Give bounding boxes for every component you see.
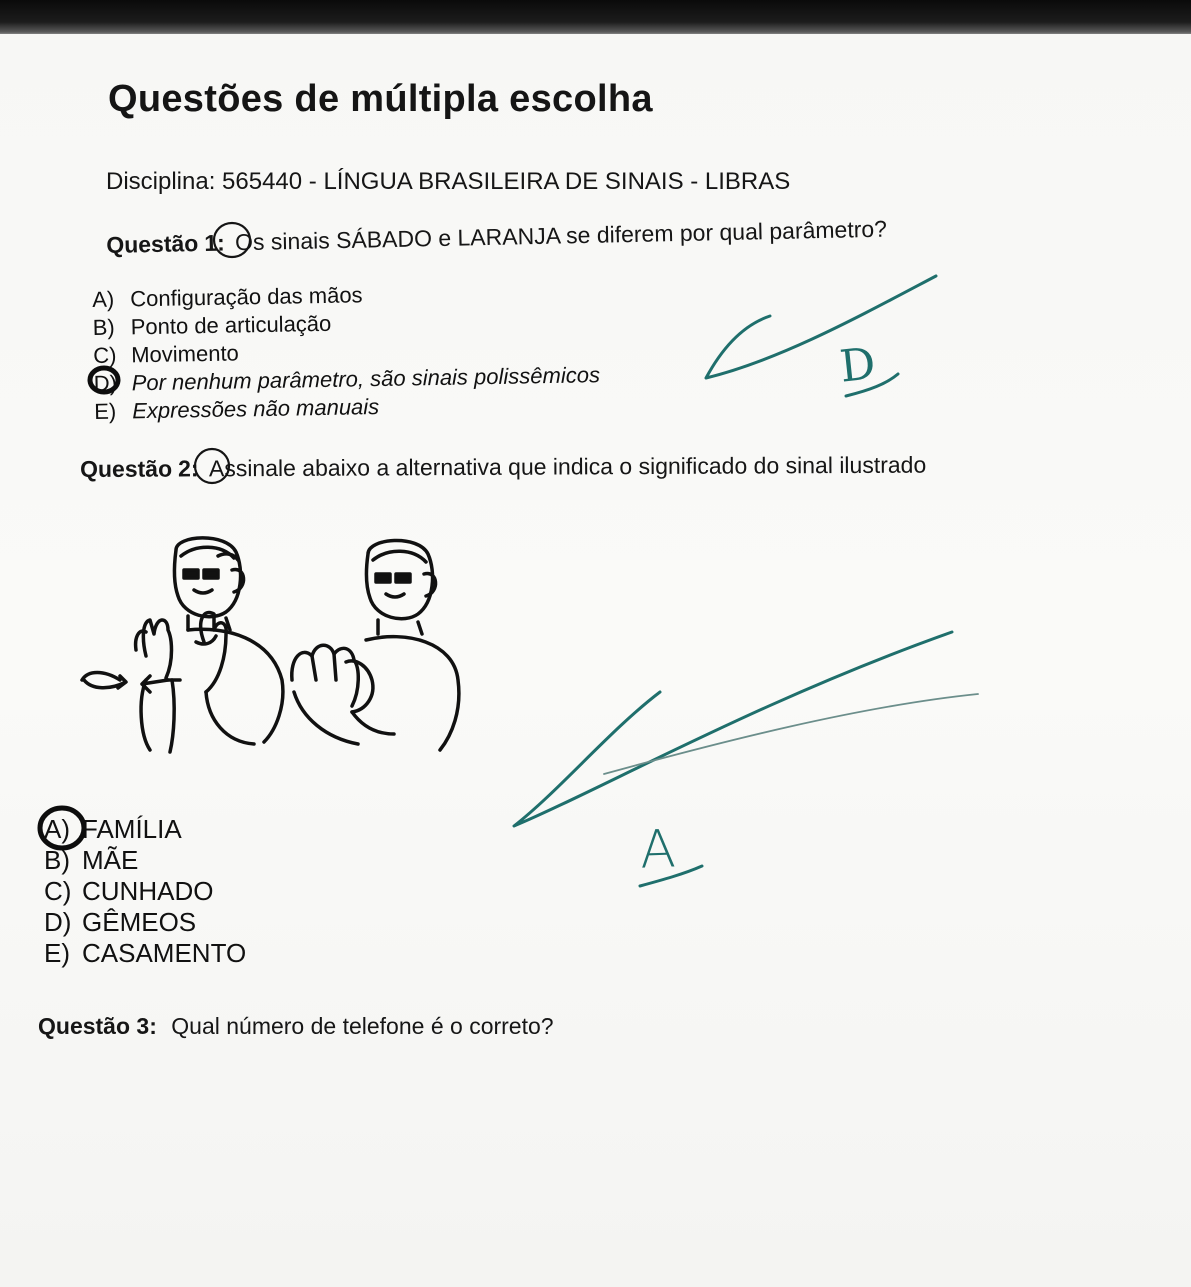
option-letter: B) bbox=[44, 845, 70, 875]
question-2-options bbox=[44, 814, 246, 969]
option-letter: C) bbox=[44, 876, 72, 906]
option-text: CUNHADO bbox=[82, 876, 214, 906]
option-text: Movimento bbox=[130, 340, 240, 368]
question-1-options bbox=[92, 277, 601, 426]
signer-figure-2 bbox=[292, 540, 459, 750]
question-1-label: Questão bbox=[106, 230, 199, 258]
question-3-text: Qual número de telefone é o correto? bbox=[171, 1013, 554, 1039]
question-2-text: Assinale abaixo a alternativa que indica o significado do sinal ilustrado bbox=[208, 451, 927, 482]
question-2-option-d[interactable] bbox=[44, 907, 246, 938]
option-letter: D) bbox=[44, 907, 72, 937]
signer-figure-1 bbox=[82, 538, 283, 752]
option-text: Configuração das mãos bbox=[130, 282, 363, 312]
question-3-heading bbox=[38, 1013, 554, 1040]
option-text: FAMÍLIA bbox=[82, 814, 182, 844]
handwritten-answer-question-2: A bbox=[638, 819, 677, 881]
page-title: Questões de múltipla escolha bbox=[108, 78, 653, 120]
question-2-heading bbox=[80, 452, 926, 483]
option-letter: E) bbox=[44, 938, 70, 968]
question-1-text: Os sinais SÁBADO e LARANJA se diferem por qual parâmetro? bbox=[234, 215, 888, 256]
option-text: GÊMEOS bbox=[82, 907, 197, 937]
question-2-option-e[interactable] bbox=[44, 938, 246, 969]
discipline-line: Disciplina: 565440 - LÍNGUA BRASILEIRA DE SINAIS - LIBRAS bbox=[106, 168, 791, 195]
question-3-label: Questão 3: bbox=[38, 1013, 157, 1039]
handwritten-answer-question-1: D bbox=[837, 338, 878, 393]
option-letter: A) bbox=[92, 286, 115, 312]
option-letter: E) bbox=[93, 398, 117, 424]
question-2-option-b[interactable] bbox=[44, 845, 246, 876]
option-letter: D) bbox=[93, 370, 118, 396]
option-letter: A) bbox=[44, 814, 70, 844]
option-text: Por nenhum parâmetro, são sinais polissêmicos bbox=[131, 362, 601, 396]
option-text: MÃE bbox=[82, 845, 139, 875]
option-letter: C) bbox=[92, 342, 117, 368]
question-2-number: 2: bbox=[178, 455, 199, 482]
question-2-option-c[interactable] bbox=[44, 876, 246, 907]
option-letter: B) bbox=[92, 314, 115, 340]
libras-sign-illustration bbox=[76, 530, 476, 760]
question-1-number: 1: bbox=[204, 229, 226, 256]
question-2-label: Questão bbox=[80, 455, 173, 482]
option-text: Ponto de articulação bbox=[130, 310, 332, 340]
option-text: Expressões não manuais bbox=[131, 394, 380, 424]
option-text: CASAMENTO bbox=[82, 938, 247, 968]
question-2-option-a[interactable] bbox=[44, 814, 246, 845]
